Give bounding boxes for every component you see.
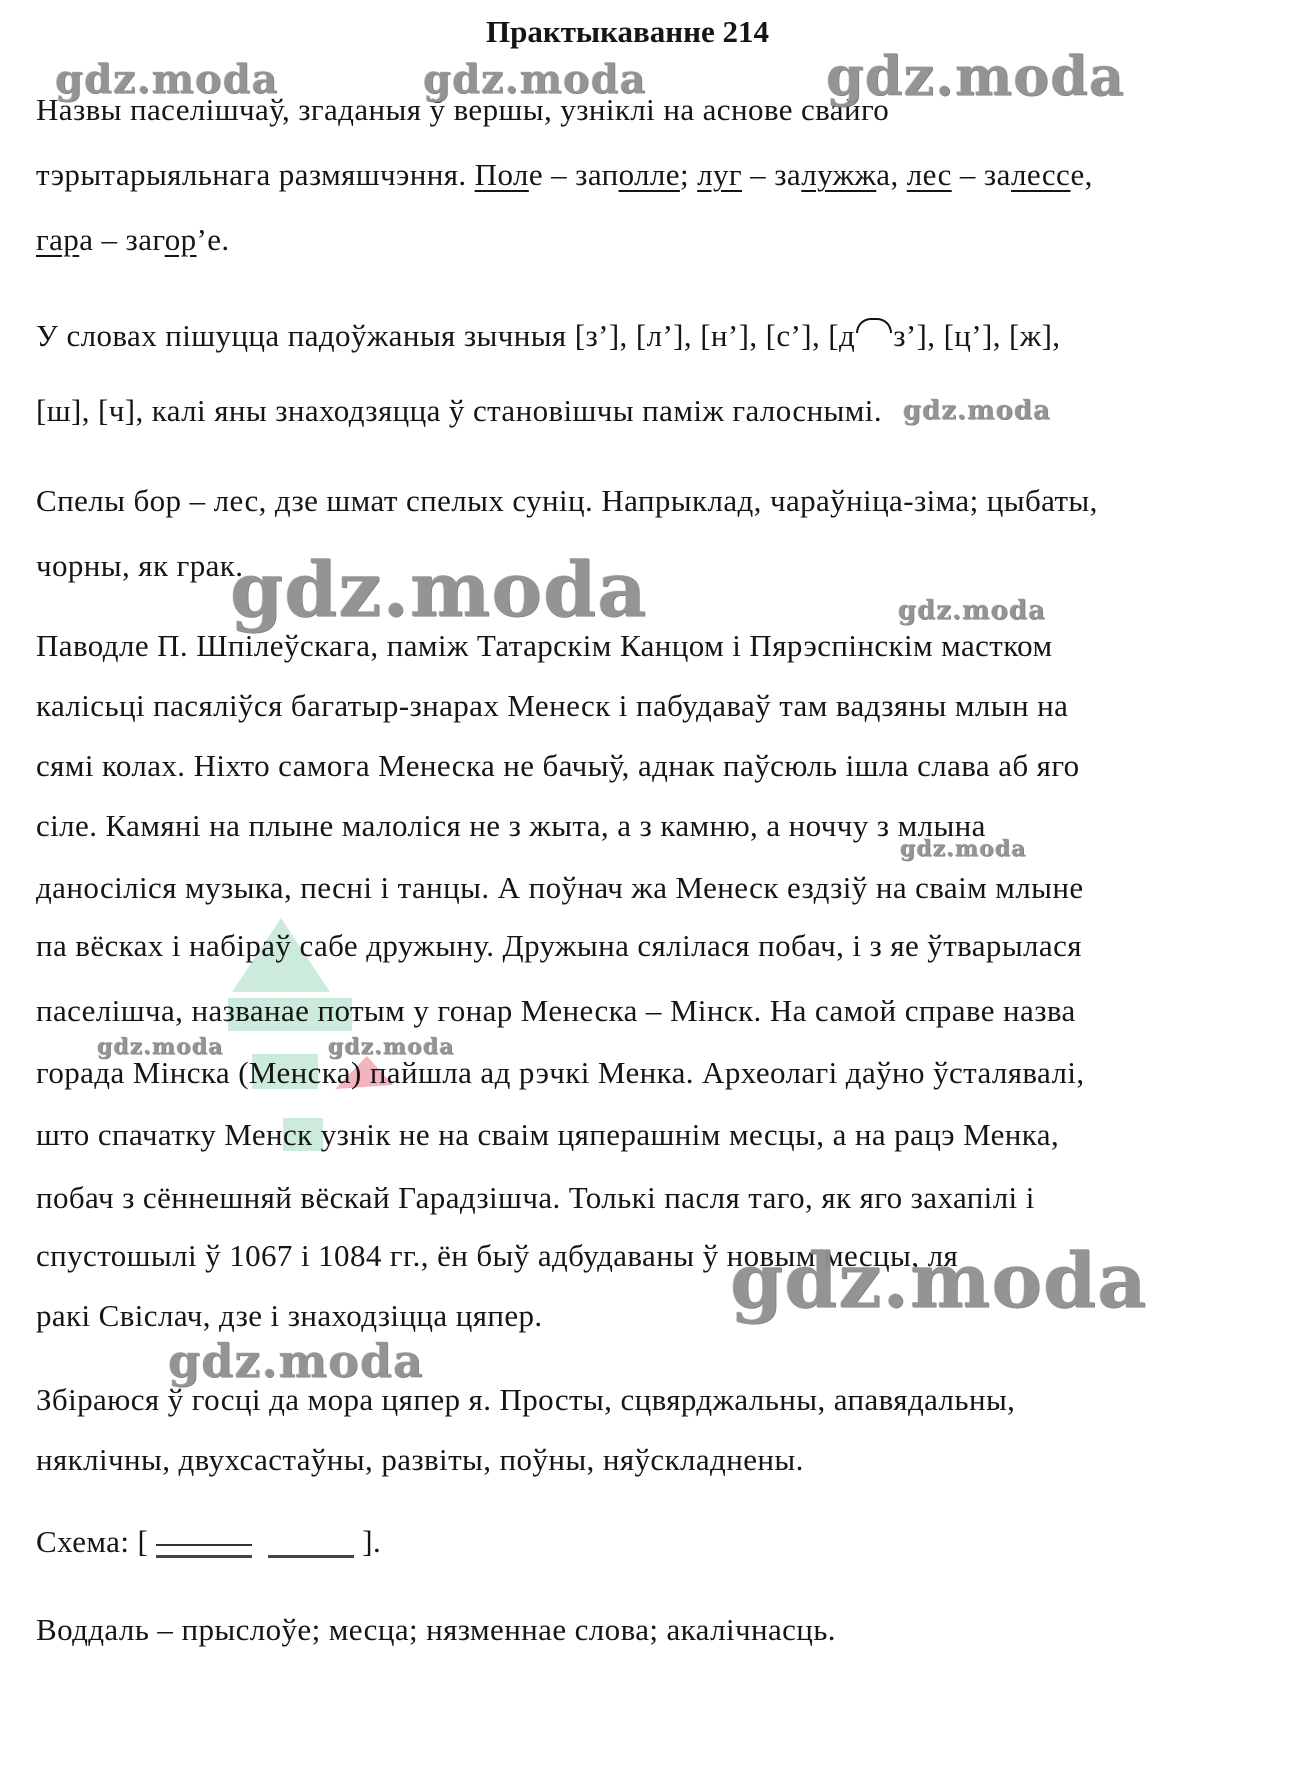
text-segment: Воддаль – прыслоўе; месца; нязменнае слова; акалічнасць. [36,1612,836,1647]
text-line [36,1612,836,1648]
text-line [36,1442,804,1478]
watermark: gdz.moda [55,56,279,103]
text-line [36,1180,1035,1216]
phonetic-tie-arc-icon [856,318,892,333]
text-segment: тэрытарыяльнага размяшчэння. [36,157,475,192]
text-line [36,870,1084,906]
text-line [36,483,1098,519]
text-line [36,688,1068,724]
text-segment: калісьці пасяліўся багатыр-знарах Менеск і пабудаваў там вадзяны млын на [36,688,1069,723]
text-line [36,393,882,429]
underlined-segment: лес [906,157,952,192]
text-segment: па вёсках і набіраў сабе дружыну. Дружына сялілася побач, і з яе ўтварылася [36,928,1082,963]
text-line [36,1117,1059,1153]
text-line [36,748,1080,784]
text-segment: што спачатку Менск узнік не на сваім цяперашнім месцы, а на рацэ Менка, [36,1117,1060,1152]
text-segment: няклічны, двухсастаўны, развіты, поўны, няўскладнены. [36,1442,804,1477]
underlined-segment: ор [164,222,197,257]
text-segment: Назвы паселішчаў, згаданыя ў вершы, узніклі на аснове свайго [36,92,890,127]
schema-blank-double [156,1544,252,1558]
underlined-segment: Пол [474,157,529,192]
text-line [36,993,1076,1029]
underlined-segment: луг [697,157,743,192]
text-segment: Збіраюся ў госці да мора цяпер я. Просты, сцвярджальны, апавядальны, [36,1382,1016,1417]
text-line [36,928,1082,964]
text-line [36,222,230,258]
text-segment: сямі колах. Ніхто самога Менеска не бачыў, аднак паўсюль ішла слава аб яго [36,748,1080,783]
text-line [36,1055,1085,1091]
text-segment: ’е. [196,222,230,257]
text-segment: ракі Свіслач, дзе і знаходзіцца цяпер. [36,1298,543,1333]
text-line [36,157,1093,193]
watermark: gdz.moda [97,1034,224,1060]
underlined-segment: гар [36,222,80,257]
watermark: gdz.moda [903,396,1052,426]
text-segment: Схема: [ [36,1524,149,1559]
text-segment: горада Мінска (Менска) пайшла ад рэчкі Менка. Археолагі даўно ўсталявалі, [36,1055,1085,1090]
underlined-segment: лужж [801,157,877,192]
watermark: gdz.moda [730,1236,1148,1325]
underlined-segment: олле [618,157,680,192]
text-segment: У словах пішуцца падоўжаныя зычныя [з’], [л’], [н’], [с’], [д [36,318,856,353]
text-line [36,1298,543,1334]
text-segment: а, [876,157,907,192]
watermark: gdz.moda [328,1034,455,1060]
text-segment: – за [951,157,1012,192]
text-segment: паселішча, названае потым у гонар Менеска – Мінск. На самой справе назва [36,993,1076,1028]
text-segment: даносіліся музыка, песні і танцы. А поўнач жа Менеск ездзіў на сваім млыне [36,870,1084,905]
text-segment: [ш], [ч], калі яны знаходзяцца ў становішчы паміж галоснымі. [36,393,882,428]
watermark: gdz.moda [898,596,1047,626]
text-segment: спустошылі ў 1067 і 1084 гг., ён быў адбудаваны ў новым месцы, ля [36,1238,959,1273]
text-segment: а – заг [79,222,165,257]
text-segment: ]. [362,1524,382,1559]
text-segment: е, [1070,157,1093,192]
text-segment: Паводле П. Шпілеўскага, паміж Татарскім Канцом і Пярэспінскім мастком [36,628,1053,663]
text-segment: ; [679,157,698,192]
watermark: gdz.moda [900,836,1027,862]
watermark: gdz.moda [230,545,648,634]
text-segment: – за [742,157,802,192]
text-segment: Спелы бор – лес, дзе шмат спелых суніц. Напрыклад, чараўніца-зіма; цыбаты, [36,483,1098,518]
text-line [36,318,1060,354]
watermark: gdz.moda [826,44,1125,108]
schema-blank-single [268,1545,354,1558]
text-segment: сіле. Камяні на плыне малоліся не з жыта, а з камню, а ноччу з млына [36,808,986,843]
text-segment: з’], [ц’], [ж], [893,318,1061,353]
watermark: gdz.moda [423,56,647,103]
text-line [36,1524,381,1560]
underlined-segment: лесс [1011,157,1071,192]
text-line [36,548,243,584]
watermark: gdz.moda [168,1334,424,1388]
text-segment: е – зап [528,157,619,192]
text-segment: побач з сённешняй вёскай Гарадзішча. Толькі пасля таго, як яго захапілі і [36,1180,1035,1215]
exercise-title: Практыкаванне 214 [485,14,769,49]
text-line [36,808,986,844]
text-segment: чорны, як грак. [36,548,244,583]
